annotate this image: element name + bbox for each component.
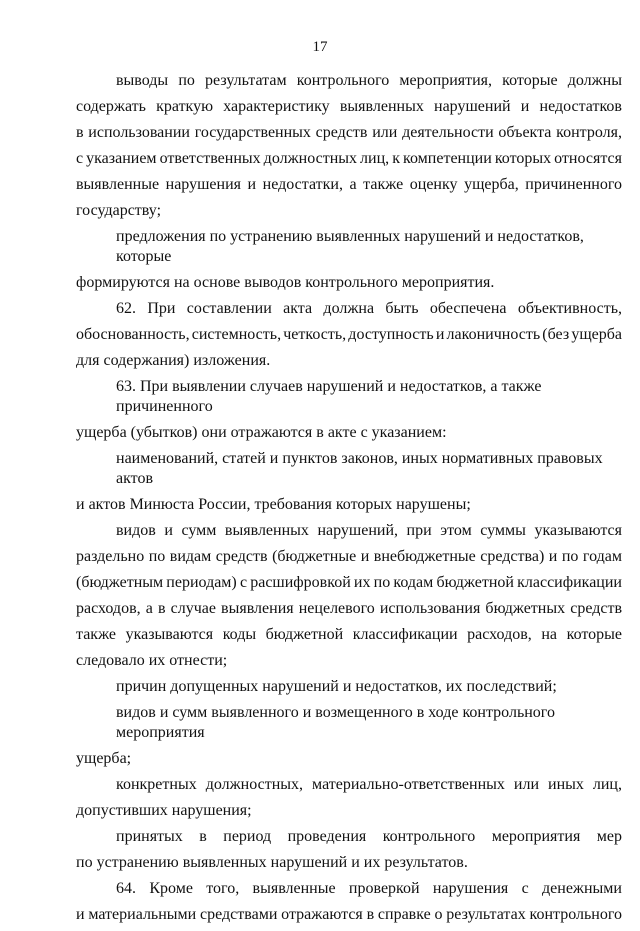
text-line-content: обоснованность, системность, четкость, доступность и лаконичность (без ущерба xyxy=(76,326,622,343)
text-line xyxy=(76,201,622,221)
text-line xyxy=(76,97,622,117)
text-line xyxy=(76,449,622,489)
text-line-content: 64. Кроме того, выявленные проверкой нарушения с денежными xyxy=(116,880,622,897)
text-line-content: по устранению выявленных нарушений и их результатов. xyxy=(76,854,468,871)
text-line-content: наименований, статей и пунктов законов, иных нормативных правовых актов xyxy=(116,450,603,487)
text-line-content: предложения по устранению выявленных нарушений и недостатков, которые xyxy=(116,228,584,265)
text-line xyxy=(76,547,622,567)
text-line xyxy=(76,351,622,371)
text-line-content: конкретных должностных, материально-ответственных или иных лиц, xyxy=(116,776,622,793)
text-line-content: (бюджетным периодам) с расшифровкой их по кодам бюджетной классификации xyxy=(76,574,622,591)
text-line xyxy=(76,905,622,925)
text-line xyxy=(76,299,622,319)
text-line-content: расходов, а в случае выявления нецелевого использования бюджетных средств xyxy=(76,600,622,617)
text-line xyxy=(76,521,622,541)
text-line-content: причин допущенных нарушений и недостатков, их последствий; xyxy=(116,678,557,695)
text-line-content: выводы по результатам контрольного мероприятия, которые должны xyxy=(116,72,622,89)
text-line-content: видов и сумм выявленного и возмещенного в ходе контрольного мероприятия xyxy=(116,704,555,741)
text-line xyxy=(76,123,622,143)
text-line xyxy=(76,227,622,267)
text-line-content: также указываются коды бюджетной классификации расходов, на которые xyxy=(76,626,622,643)
text-line xyxy=(76,495,622,515)
text-line xyxy=(76,703,622,743)
text-line-content: раздельно по видам средств (бюджетные и внебюджетные средства) и по годам xyxy=(76,548,622,565)
text-line-content: ущерба; xyxy=(76,750,132,767)
text-line-content: 62. При составлении акта должна быть обеспечена объективность, xyxy=(116,300,622,317)
text-line xyxy=(76,175,622,195)
text-line xyxy=(76,273,622,293)
text-line-content: с указанием ответственных должностных лиц, к компетенции которых относятся xyxy=(76,150,622,167)
text-line xyxy=(76,677,622,697)
text-line xyxy=(76,879,622,899)
text-line xyxy=(76,377,622,417)
text-line-content: содержать краткую характеристику выявленных нарушений и недостатков xyxy=(76,98,622,115)
text-line xyxy=(76,749,622,769)
text-line xyxy=(76,625,622,645)
text-line-content: государству; xyxy=(76,202,162,219)
text-line-content: для содержания) изложения. xyxy=(76,352,271,369)
text-line-content: 63. При выявлении случаев нарушений и недостатков, а также причиненного xyxy=(116,378,542,415)
text-line xyxy=(76,325,622,345)
text-line-content: следовало их отнести; xyxy=(76,652,228,669)
text-line xyxy=(76,71,622,91)
text-line xyxy=(76,149,622,169)
text-line-content: и актов Минюста России, требования которых нарушены; xyxy=(76,496,471,513)
text-line xyxy=(76,801,622,821)
text-line-content: принятых в период проведения контрольного мероприятия мер xyxy=(116,828,622,845)
text-line-content: видов и сумм выявленных нарушений, при этом суммы указываются xyxy=(116,522,622,539)
text-line xyxy=(76,573,622,593)
text-line xyxy=(76,599,622,619)
text-line-content: и материальными средствами отражаются в справке о результатах контрольного xyxy=(76,906,622,923)
document-body xyxy=(76,71,622,931)
text-line xyxy=(76,827,622,847)
text-line xyxy=(76,853,622,873)
page-number: 17 xyxy=(312,39,328,55)
text-line-content: формируются на основе выводов контрольного мероприятия. xyxy=(76,274,495,291)
text-line xyxy=(76,423,622,443)
text-line xyxy=(76,775,622,795)
text-line-content: допустивших нарушения; xyxy=(76,802,252,819)
text-line-content: в использовании государственных средств или деятельности объекта контроля, xyxy=(76,124,622,141)
text-line-content: выявленные нарушения и недостатки, а также оценку ущерба, причиненного xyxy=(76,176,622,193)
text-line-content: ущерба (убытков) они отражаются в акте с указанием: xyxy=(76,424,447,441)
text-line xyxy=(76,651,622,671)
